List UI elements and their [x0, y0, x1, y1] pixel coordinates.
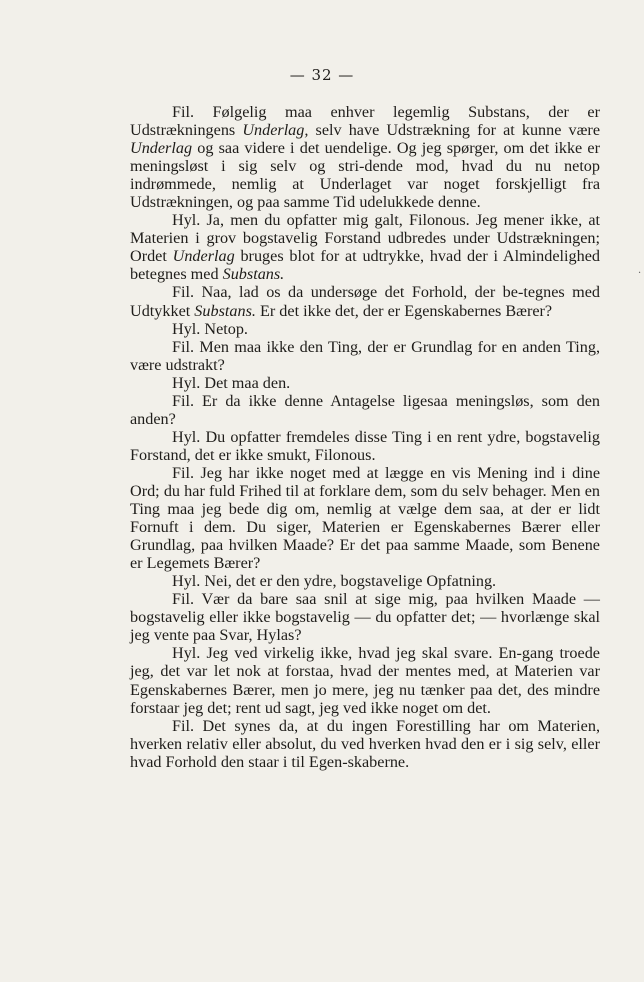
italic-term: Substans.	[222, 265, 285, 284]
text-segment: Fil. Naa, lad os da undersøge det Forhold, der be-tegnes med Udtykket	[130, 283, 600, 320]
text-segment: Hyl. Nei, det er den ydre, bogstavelige Opfatning.	[172, 572, 497, 591]
text-segment: Fil. Men maa ikke den Ting, der er Grundlag for en anden Ting, være udstrakt?	[130, 337, 600, 374]
paragraph	[130, 572, 600, 590]
text-segment: Fil. Vær da bare saa snil at sige mig, paa hvilken Maade — bogstavelig eller ikke bogstavelig — du opfatter det; — hvorlænge skal jeg vente paa Svar, Hylas?	[130, 590, 600, 645]
text-segment: selv have Udstrækning for at kunne være	[308, 121, 601, 140]
paragraph	[130, 103, 600, 211]
text-segment: Hyl. Ja, men du opfatter mig galt, Filonous. Jeg mener ikke, at Materien i grov bogstavelig Forstand udbredes under Udstrækningen; Ordet	[130, 211, 600, 266]
text-segment: bruges blot for at udtrykke, hvad der i Almindelighed betegnes med	[130, 247, 600, 284]
text-segment: Hyl. Det maa den.	[172, 373, 291, 392]
text-segment: Er det ikke det, der er Egenskabernes Bærer?	[255, 301, 553, 320]
italic-term: Substans.	[194, 301, 256, 320]
page-number: — 32 —	[289, 66, 355, 84]
paragraph	[130, 211, 600, 283]
paragraph	[130, 428, 600, 464]
paragraph	[130, 338, 600, 374]
paragraph	[130, 464, 600, 572]
paragraph	[130, 374, 600, 392]
margin-mark: ·	[638, 268, 642, 279]
paragraph	[130, 392, 600, 428]
paragraph	[130, 283, 600, 319]
paragraph	[130, 320, 600, 338]
paragraph	[130, 717, 600, 771]
text-segment: Hyl. Netop.	[172, 319, 248, 338]
text-segment: Fil. Jeg har ikke noget med at lægge en vis Mening ind i dine Ord; du har fuld Frihed til at forklare dem, som du selv behager. Men en Ting maa jeg bede dig om, nemlig at vælge dem saa, at der er lidt Fornuft i dem. Du siger, Materien er Egenskabernes Bærer eller Grundlag, paa hvilken Maade? Er det paa samme Maade, som Benene er Legemets Bærer?	[130, 463, 600, 573]
italic-term: Underlag	[130, 139, 193, 158]
text-segment: Hyl. Du opfatter fremdeles disse Ting i en rent ydre, bogstavelig Forstand, det er ikke smukt, Filonous.	[130, 427, 600, 464]
text-segment: Fil. Det synes da, at du ingen Forestilling har om Materien, hverken relativ eller absolut, du ved hverken hvad den er i sig selv, eller hvad Forhold den staar i til Egen-skaberne.	[130, 716, 600, 771]
text-segment: Fil. Er da ikke denne Antagelse ligesaa meningsløs, som den anden?	[130, 391, 600, 428]
paragraph	[130, 644, 600, 716]
body-text	[130, 103, 600, 771]
paragraph	[130, 590, 600, 644]
text-segment: Fil. Følgelig maa enhver legemlig Substans, der er Udstrækningens	[130, 103, 600, 140]
text-segment: og saa videre i det uendelige. Og jeg spørger, om det ikke er meningsløst i sig selv og stri-dende mod, hvad du nu netop indrømmede, nemlig at Underlaget var noget forskjelligt fra Udstrækningen, og paa samme Tid udelukkede denne.	[130, 139, 600, 212]
italic-term: Underlag,	[242, 121, 309, 140]
italic-term: Underlag	[172, 247, 235, 266]
text-segment: Hyl. Jeg ved virkelig ikke, hvad jeg skal svare. En-gang troede jeg, det var let nok at forstaa, hvad der mentes med, at Materien var Egenskabernes Bærer, men jo mere, jeg nu tænker paa det, des mindre forstaar jeg det; rent ud sagt, jeg ved ikke noget om det.	[130, 644, 600, 717]
